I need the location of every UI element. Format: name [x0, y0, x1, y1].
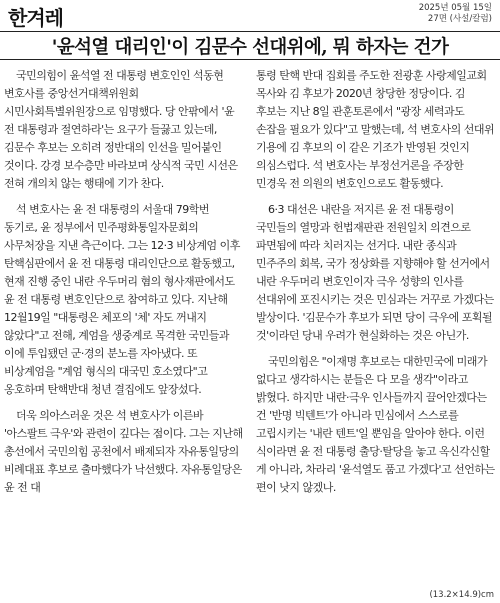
- paragraph: 석 변호사는 윤 전 대통령의 서울대 79학번 동기로, 윤 정부에서 민주평화통일자문회의 사무처장을 지낸 측근이다. 그는 12·3 비상계엄 이후 탄핵심판에서 윤 전 대통령 대리인단으로 활동했고, 현재 진행 중인 내란 우두머리 혐의 형사재판에서도 윤 전 대통령 변호인단으로 참여하고 있다. 지난해 12월19일 "대통령은 체포의 '체' 자도 꺼내지 않았다"고 전해, 계엄을 생중계로 목격한 국민들과 이에 투입됐던 군·경의 분노를 자아냈다. 또 비상계엄을 "계엄 형식의 대국민 호소였다"고 옹호하며 탄핵반대 청년 결집에도 앞장섰다.: [4, 203, 240, 396]
- article-size-note: (13.2×14.9)cm: [429, 590, 494, 600]
- page-section: 27면 (사설/칼럼): [427, 14, 492, 24]
- headline: '윤석열 대리인'이 김문수 선대위에, 뭐 하자는 건가: [51, 37, 449, 58]
- paragraph: 통령 탄핵 반대 집회를 주도한 전광훈 사랑제일교회 목사와 김 후보가 2020년 창당한 정당이다. 김 후보는 지난 8일 관훈토론에서 "광장 세력과도 손잡을 필요가 있다"고 말했는데, 석 변호사의 선대위 기용에 김 후보의 이 같은 기조가 반영된 것인지 의심스럽다. 석 변호사는 부정선거론을 주장한 민경욱 전 의원의 변호인으로도 활동했다.: [256, 69, 495, 190]
- article-column-right: [256, 67, 496, 497]
- article-column-left: [4, 67, 244, 497]
- masthead: [8, 2, 63, 30]
- paragraph: 더욱 의아스러운 것은 석 변호사가 이른바 '아스팔트 극우'와 관련이 깊다는 점이다. 그는 지난해 총선에서 국민의힘 공천에서 배제되자 자유통일당의 비례대표 후보로 출마했다가 낙선했다. 자유통일당은 윤 전 대: [4, 409, 243, 494]
- paragraph: 국민의힘은 "이재명 후보로는 대한민국에 미래가 없다고 생각하시는 분들은 다 모을 생각"이라고 밝혔다. 하지만 내란·극우 인사들까지 끌어안겠다는 건 '반명 빅텐트'가 아니라 민심에서 스스로를 고립시키는 '내란 텐트'일 뿐임을 알아야 한다. 이런 식이라면 윤 전 대통령 출당·탈당을 놓고 옥신각신할 게 아니라, 차라리 '윤석열도 품고 가겠다'고 선언하는 편이 낫지 않겠나.: [256, 355, 495, 494]
- newspaper-logo: 한겨레: [8, 6, 63, 30]
- top-rule: [0, 31, 500, 32]
- headline-rule: [0, 59, 500, 60]
- issue-meta: [419, 3, 492, 25]
- paragraph: 국민의힘이 윤석열 전 대통령 변호인인 석동현 변호사를 중앙선거대책위원회 시민사회특별위원장으로 임명했다. 당 안팎에서 '윤 전 대통령과 절연하라'는 요구가 들끓고 있는데, 김문수 후보는 오히려 정반대의 인선을 밀어붙인 것이다. 강경 보수층만 바라보며 상식적 국민 시선은 전혀 개의치 않는 행태에 기가 찬다.: [4, 69, 238, 190]
- issue-date: 2025년 05월 15일: [418, 3, 492, 13]
- paragraph: 6·3 대선은 내란을 저지른 윤 전 대통령이 국민들의 열망과 헌법재판관 전원일치 의견으로 파면됨에 따라 치러지는 선거다. 내란 종식과 민주주의 회복, 국가 정상화를 지향해야 할 선거에서 내란 우두머리 변호인이자 극우 성향의 인사를 선대위에 포진시키는 것은 민심과는 거꾸로 가겠다는 발상이다. '김문수가 후보가 되면 당이 극우에 포획될 것'이라던 당내 우려가 현실화하는 것은 아닌가.: [256, 203, 494, 342]
